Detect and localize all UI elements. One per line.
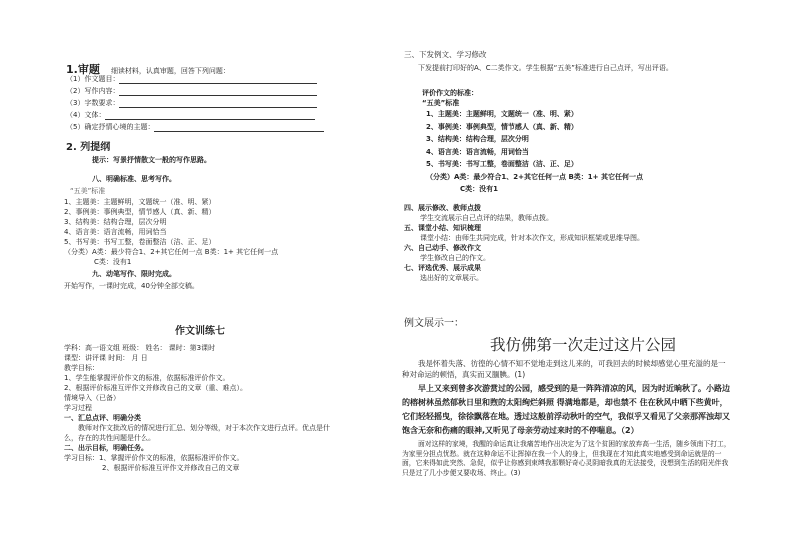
lesson-meta-1: 学科：高一语文组 班级： 姓名： 课时：第3课时 (64, 344, 216, 352)
lesson-title: 作文训练七 (175, 326, 225, 337)
grade-c: C类：没有1 (94, 258, 132, 266)
example-paragraph-2: 早上又来到曾多次游赏过的公园，感受到的是一阵阵清凉的风，因为时近晌秋了。小路边的榕树林虽然郁秋日里和煦的太阳绚烂斜照 得满地都是，却也禁不 住在秋风中晒下些黄叶，它们轻轻摇曳，徐徐飘落在地。透过这般前浮动秋叶的空气，我似乎又看见了父亲那浑浊却又饱含无奈和伤痛的眼神,又听见了母亲劳动过来时的不停喘息。（2） (402, 384, 730, 435)
intro-label: 情境导入（已备） (64, 394, 120, 402)
step-text: 课堂小结：由师生共同完成，针对本次作文，形成知识框架或思维导图。 (420, 234, 644, 242)
criteria-item: 3、结构美：结构合理，层次分明 (426, 135, 529, 143)
lesson-body (64, 343, 334, 473)
s9-heading: 九、动笔写作、限时完成。 (92, 270, 176, 278)
example-label: 例文展示一： (404, 318, 464, 329)
step2-goal-1: 学习目标：1、掌握评价作文的标准，依据标准评价作文。 (64, 454, 244, 462)
s9-text: 开始写作，一课时完成，40分钟全部交稿。 (64, 282, 199, 290)
s3-heading: 三、下发例文、学习修改 (404, 50, 487, 59)
grade-ab: （分类）A类：最少符合1、2+其它任何一点 B类：1+ 其它任何一点 (64, 248, 279, 256)
step-heading: 七、评选优秀、展示成果 (404, 264, 481, 272)
standard-item: 4、语言美：语言流畅，用词恰当 (64, 228, 167, 236)
step-text: 学生修改自己的作文。 (420, 254, 490, 262)
s8-heading: 八、明确标准、思考写作。 (92, 175, 176, 183)
criteria-grade-c: C类：没有1 (460, 185, 499, 193)
standard-item: 1、主题美：主题鲜明，文题统一（准、明、紧） (64, 198, 216, 206)
step-text: 选出好的文章展示。 (420, 274, 483, 282)
step2-heading: 二、出示目标，明确任务。 (64, 444, 148, 452)
standard-item: 5、书写美：书写工整，卷面整洁（洁、正、足） (64, 238, 216, 246)
example-title: 我仿佛第一次走过这片公园 (490, 336, 677, 354)
criteria-block (422, 88, 643, 196)
criteria-item: 4、语言美：语言流畅，用词恰当 (426, 147, 529, 156)
process-label: 学习过程 (64, 404, 92, 412)
criteria-item: 1、主题美：主题鲜明，文题统一（准、明、紧） (426, 110, 578, 118)
example-paragraph-1: 我是怀着失落、彷徨的心情不知不觉地走到这儿来的，可我回去的时候却感觉心里充溢的是一种对命运的顿悟，真实而又腼腆。(1) (402, 359, 726, 379)
example-body (402, 358, 732, 478)
steps-list (404, 203, 644, 283)
question-row: （3）字数要求： (66, 98, 326, 110)
question-list (66, 74, 326, 134)
goal-2: 2、根据评价标准互评作文并修改自己的文章（重、难点）。 (64, 384, 247, 392)
shenti-heading: 1.审题 (66, 63, 100, 76)
step1-heading: 一、汇总点评、明确分类 (64, 414, 141, 422)
question-row: （2）写作内容： (66, 86, 326, 98)
goals-label: 教学目标： (64, 364, 99, 372)
step-heading: 六、自己动手、修改作文 (404, 244, 481, 252)
question-row: （4）文体： (66, 110, 326, 122)
criteria-grade-ab: （分类）A类：最少符合1、2+其它任何一点 B类：1+ 其它任何一点 (426, 172, 643, 181)
s8-standard-title: “五美”标准 (70, 187, 106, 195)
goal-1: 1、学生能掌握评价作文的标准，依据标准评价作文。 (64, 374, 230, 382)
step2-goal-2: 2、根据评价标准互评作文并修改自己的文章 (102, 464, 240, 472)
criteria-title: 评价作文的标准： (422, 89, 478, 97)
example-paragraph-3: 面对这样的家境，我醒的命运真让我痛苦地作出决定为了这个贫困的家放弃高一生活，随乡领南下打工，为家里分担点忧愁。就在这种命运不让挥掉在我一个人的身上，但我现在才知此真实地感受到命运就是的一面，它来得如此突然、急促，似乎让你感到束缚我那颗好奇心灵阴暗我真的无法接受，没想到生活的阳光伴我只是过了几小步便又要收场、终止。(3) (402, 440, 731, 477)
criteria-item: 2、事例美：事例典型，情节感人（真、新、精） (426, 122, 578, 131)
step-text: 学生交流展示自己点评的结果，教师点拨。 (420, 214, 553, 222)
standard-item: 2、事例美：事例典型，情节感人（真、新、精） (64, 208, 216, 216)
s8-standard-list (64, 197, 278, 267)
question-row: （1）作文题目： (66, 74, 326, 86)
question-row: （5）确定抒情心境的主题： (66, 122, 326, 134)
lesson-meta-2: 课型：讲评课 时间： 月 日 (64, 354, 148, 362)
s3-text: 下发提前打印好的A、C二类作文。学生根据“五美”标准进行自己点评，写出评语。 (418, 64, 673, 72)
criteria-item: 5、书写美：书写工整，卷面整洁（洁、正、足） (426, 160, 578, 168)
step-heading: 五、课堂小结、知识梳理 (404, 224, 481, 232)
criteria-standard-title: “五美”标准 (422, 99, 460, 107)
standard-item: 3、结构美：结构合理，层次分明 (64, 218, 167, 226)
outline-tip: 提示：写景抒情散文一般的写作思路。 (92, 156, 211, 164)
step1-text: 教师对作文批改后的情况进行汇总、划分等级，对于本次作文进行点评。优点是什么，存在的共性问题是什么。 (64, 424, 330, 442)
step-heading: 四、展示修改、教师点拨 (404, 204, 481, 212)
shenti-intro: 细读材料，认真审题，回答下列问题： (110, 67, 230, 75)
outline-heading: 2. 列提纲 (66, 142, 111, 153)
